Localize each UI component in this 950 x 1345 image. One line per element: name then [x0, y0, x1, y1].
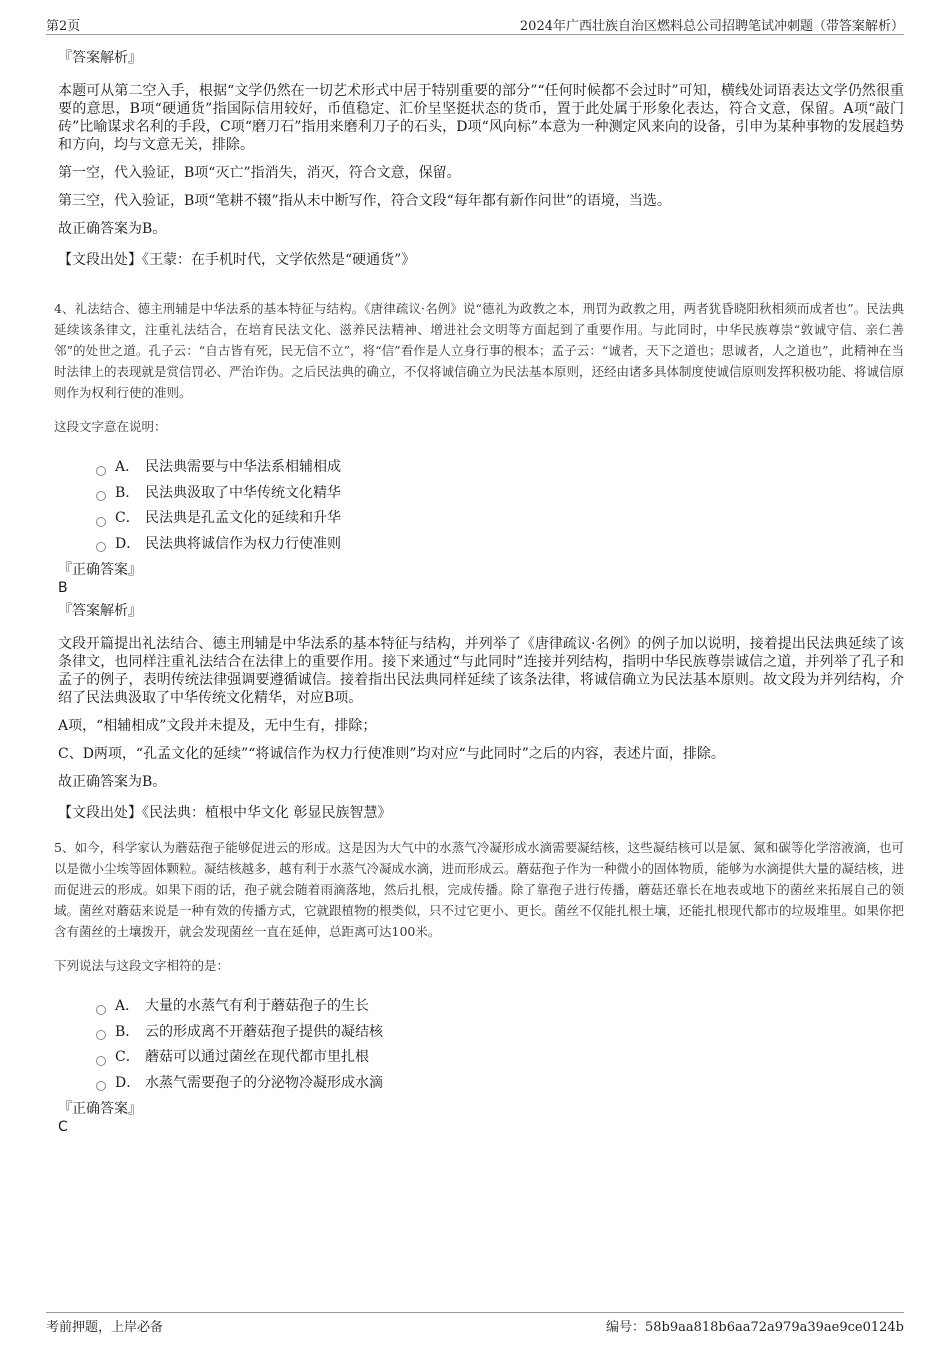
question-5-text: 5、如今，科学家认为蘑菇孢子能够促进云的形成。这是因为大气中的水蒸气冷凝形成水滴需要凝结核，这些凝结核可以是氯、氮和碳等化学溶液滴，也可以是微小尘埃等固体颗粒。凝结核越多，越有利于水蒸气冷凝成水滴，进而形成云。蘑菇孢子作为一种微小的固体物质，能够为水滴提供大量的凝结核，进而促进云的形成。如果下雨的话，孢子就会随着雨滴落地，然后扎根，完成传播。除了靠孢子进行传播，蘑菇还靠长在地表或地下的菌丝来拓展自己的领域。菌丝对蘑菇来说是一种有效的传播方式，它就跟植物的根类似，只不过它更小、更长。菌丝不仅能扎根土壤，还能扎根现代都市的垃圾堆里。如果你把含有菌丝的土壤拨开，就会发现菌丝一直在延伸，总距离可达100米。 [54, 840, 905, 939]
page-number: 第2页 [46, 19, 81, 34]
option-letter: D． [115, 535, 141, 552]
option-letter: C． [115, 1049, 140, 1065]
option-text: 民法典是孔孟文化的延续和升华 [145, 510, 341, 526]
option-letter: B． [115, 1023, 140, 1040]
option-letter: B． [115, 484, 140, 501]
radio-icon[interactable] [96, 491, 106, 501]
analysis-label: 『答案解析』 [58, 50, 142, 66]
question-4-text: 4、礼法结合、德主刑辅是中华法系的基本特征与结构。《唐律疏议·名例》说“德礼为政教之本，刑罚为政教之用，两者犹昏晓阳秋相须而成者也”。民法典延续该条律文，注重礼法结合，在培育民法文化、滋养民法精神、增进社会文明等方面起到了重要作用。与此同时，中华民族尊崇“敦诚守信、亲仁善邻”的处世之道。孔子云：“自古皆有死，民无信不立”，将“信”看作是人立身行事的根本；孟子云：“诚者，天下之道也；思诚者，人之道也”，此精神在当时法律上的表现就是赏信罚必、严治诈伪。之后民法典的确立，不仅将诚信确立为民法基本原则，还经由诸多具体制度使诚信原则发挥积极功能、将诚信原则作为权利行使的准则。 [54, 301, 905, 400]
radio-icon[interactable] [96, 1081, 106, 1091]
radio-icon[interactable] [96, 1005, 106, 1015]
option-letter: A． [115, 459, 140, 475]
question-5-prompt: 下列说法与这段文字相符的是： [54, 958, 230, 973]
correct-answer-label: 『正确答案』 [58, 562, 142, 578]
correct-answer-value: B [58, 580, 68, 596]
question-5-options [96, 994, 904, 1096]
analysis-paragraph: 第一空，代入验证，B项“灭亡”指消失，消灭，符合文意，保留。 [58, 165, 461, 181]
option-d[interactable] [96, 532, 904, 558]
source-citation: 【文段出处】《民法典：植根中华文化 彰显民族智慧》 [58, 805, 392, 821]
option-text: 民法典汲取了中华传统文化精华 [145, 484, 341, 501]
option-b[interactable] [96, 1020, 904, 1046]
option-a[interactable] [96, 455, 904, 481]
source-citation: 【文段出处】《王蒙：在手机时代，文学依然是“硬通货”》 [58, 252, 416, 268]
radio-icon[interactable] [96, 466, 106, 476]
document-id: 编号：58b9aa818b6aa72a979a39ae9ce0124b [605, 1320, 904, 1335]
question-4-options [96, 455, 904, 557]
analysis-paragraph: 文段开篇提出礼法结合、德主刑辅是中华法系的基本特征与结构，并列举了《唐律疏议·名例》的例子加以说明，接着提出民法典延续了该条律文，也同样注重礼法结合在法律上的重要作用。接下来通过“与此同时”连接并列结构，指明中华民族尊崇诚信之道，并列举了孔子和孟子的例子，表明传统法律强调要遵循诚信。接着指出民法典同样延续了该条法律，将诚信确立为民法基本原则。故文段为并列结构，介绍了民法典汲取了中华传统文化精华，对应B项。 [58, 636, 904, 706]
correct-answer-label: 『正确答案』 [58, 1101, 142, 1117]
option-c[interactable] [96, 506, 904, 532]
analysis-paragraph: C、D两项，“孔孟文化的延续”“将诚信作为权力行使准则”均对应“与此同时”之后的内容，表述片面，排除。 [58, 746, 725, 762]
question-4-prompt: 这段文字意在说明： [54, 419, 167, 434]
option-d[interactable] [96, 1071, 904, 1097]
option-text: 云的形成离不开蘑菇孢子提供的凝结核 [145, 1023, 383, 1040]
radio-icon[interactable] [96, 1056, 106, 1066]
page-footer [46, 1312, 904, 1335]
option-text: 蘑菇可以通过菌丝在现代都市里扎根 [145, 1049, 369, 1065]
footer-slogan: 考前押题，上岸必备 [46, 1320, 164, 1335]
option-text: 水蒸气需要孢子的分泌物冷凝形成水滴 [145, 1074, 383, 1091]
radio-icon[interactable] [96, 1030, 106, 1040]
analysis-paragraph: 故正确答案为B。 [58, 774, 167, 790]
analysis-label: 『答案解析』 [58, 603, 142, 619]
option-text: 大量的水蒸气有利于蘑菇孢子的生长 [145, 998, 369, 1014]
option-text: 民法典将诚信作为权力行使准则 [145, 535, 341, 552]
analysis-paragraph: 故正确答案为B。 [58, 221, 167, 237]
document-title: 2024年广西壮族自治区燃料总公司招聘笔试冲刺题（带答案解析） [519, 19, 904, 34]
analysis-paragraph: 第三空，代入验证，B项“笔耕不辍”指从未中断写作，符合文段“每年都有新作问世”的语境，当选。 [58, 193, 671, 209]
option-letter: D． [115, 1074, 141, 1091]
page-header [46, 14, 904, 35]
page-content [54, 44, 904, 1136]
radio-icon[interactable] [96, 542, 106, 552]
correct-answer-value: C [58, 1119, 68, 1135]
option-c[interactable] [96, 1045, 904, 1071]
option-b[interactable] [96, 481, 904, 507]
option-letter: A． [115, 998, 140, 1014]
option-a[interactable] [96, 994, 904, 1020]
analysis-paragraph: A项，“相辅相成”文段并未提及，无中生有，排除； [58, 718, 377, 734]
option-text: 民法典需要与中华法系相辅相成 [145, 459, 341, 475]
radio-icon[interactable] [96, 517, 106, 527]
analysis-paragraph: 本题可从第二空入手，根据“文学仍然在一切艺术形式中居于特别重要的部分”“任何时候都不会过时”可知，横线处词语表达文学仍然很重要的意思，B项“硬通货”指国际信用较好，币值稳定、汇价呈坚挺状态的货币，置于此处属于形象化表达，符合文意，保留。A项“敲门砖”比喻谋求名利的手段，C项“磨刀石”指用来磨利刀子的石头，D项“风向标”本意为一种测定风来向的设备，引申为某种事物的发展趋势和方向，均与文意无关，排除。 [58, 83, 904, 153]
option-letter: C． [115, 510, 140, 526]
